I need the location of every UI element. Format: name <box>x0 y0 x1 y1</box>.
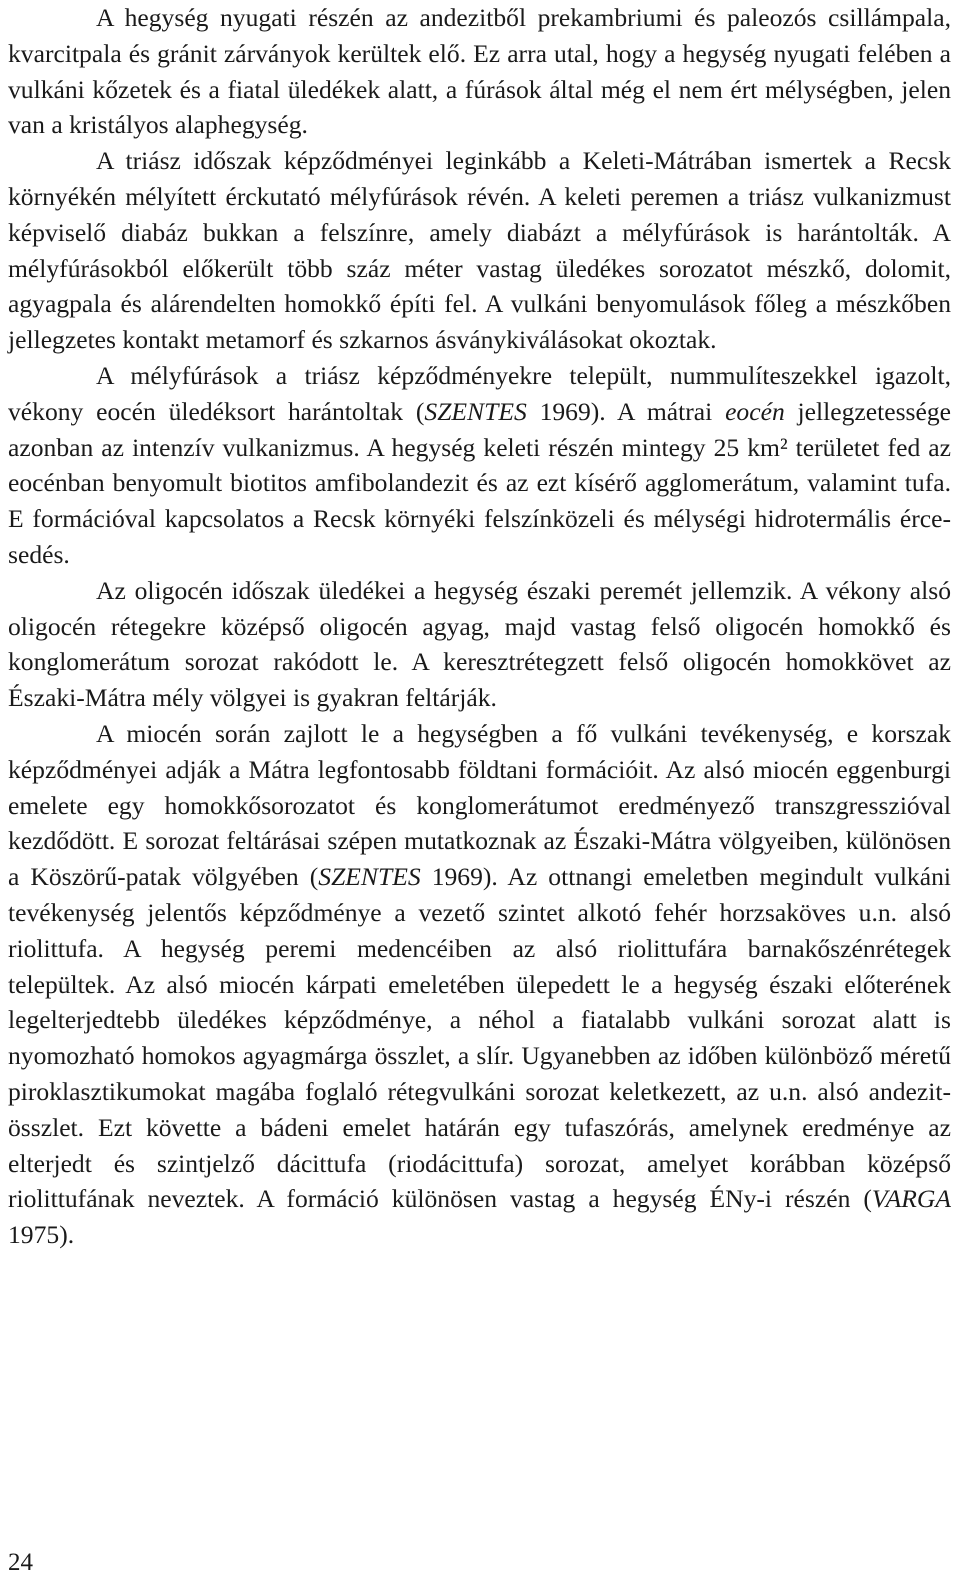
citation-author: SZENTES <box>318 862 421 892</box>
paragraph-oligocene <box>8 573 951 716</box>
paragraph-triassic <box>8 143 951 358</box>
text-run: A triász időszak képződményei leginkább a Keleti-Mátrában ismertek a Recsk környékén mélyített érckutató mélyfúrások révén. A keleti peremen a triász vulkanizmust képviselő diabáz bukkan a felszínre, amely diabázt a mélyfúrások is harántolták. A mélyfúrásokból előkerült több száz méter vastag üledékes sorozatot mészkő, dolomit, agyagpala és alárendelten homokkő építi fel. A vulkáni benyomulások főleg a mészkőben jellegzetes kontakt metamorf és szkarnos ásványkiválásokat okoztak. <box>8 146 951 355</box>
paragraph-bedrock <box>8 0 951 143</box>
citation-author: SZENTES <box>424 396 527 426</box>
text-run: 1975). <box>8 1220 75 1250</box>
paragraph-eocene <box>8 358 951 573</box>
text-run: jellegzetessége azonban az intenzív vulkanizmus. A hegység keleti részén mintegy 25 km² területet fed az eocénban benyomult biotitos amfibolandezit és az ezt kísérő agglomerátum, valamint tufa. E formációval kapcsolatos a Recsk környéki felszínközeli és mélységi hidrotermális ércesedés. <box>8 396 952 569</box>
paragraph-miocene <box>8 716 951 1253</box>
emphasis-term: eocén <box>725 396 785 426</box>
text-run: 1969). Az ottnangi emeletben megindult vulkáni tevékenység jelentős képződménye a vezető szintet alkotó fehér horzsaköves u.n. alsó riolittufa. A hegység peremi medencéiben az alsó riolittufára barnakőszénrétegek települtek. Az alsó miocén kárpati emeletében ülepedett le a hegység északi előterének legelterjedtebb üledékes képződménye, a néhol a fiatalabb vulkáni sorozat alatt is nyomozható homokos agyagmárga összlet, a slír. Ugyanebben az időben különböző méretű piroklasztikumokat magába foglaló rétegvulkáni sorozat keletkezett, az u.n. alsó andezit-összlet. Ezt követte a bádeni emelet határán egy tufaszórás, amelynek eredménye az elterjedt és szintjelző dácittufa (riodácittufa) sorozat, amelyet korábban középső riolittufának neveztek. A formáció különösen vastag a hegység ÉNy-i részén ( <box>8 862 952 1214</box>
citation-author: VARGA <box>871 1184 951 1214</box>
text-run: A miocén során zajlott le a hegységben a fő vulkáni tevékenység, e korszak képződményei adják a Mátra legfontosabb földtani formációit. Az alsó miocén eggenburgi emelete egy homokkősorozatot és konglomerátumot eredményező transzgresszióval kezdődött. E sorozat feltárásai szépen mutatkoznak az Északi-Mátra völgyeiben, különösen a Köszörű-patak völgyében ( <box>8 718 951 892</box>
text-run: Az oligocén időszak üledékei a hegység északi peremét jellemzik. A vékony alsó oligocén rétegekre középső oligocén agyag, majd vastag felső oligocén homokkő és konglomerátum sorozat rakódott le. A keresztrétegzett felső oligocén homokkövet az Északi-Mátra mély völgyei is gyakran feltárják. <box>8 575 951 713</box>
text-run: A hegység nyugati részén az andezitből prekambriumi és paleozós csillámpala, kvarcitpala és gránit zárványok kerültek elő. Ez arra utal, hogy a hegység nyugati felében a vulkáni kőzetek és a fiatal üledékek alatt, a fúrások által még el nem ért mélységben, jelen van a kristályos alaphegység. <box>8 3 951 140</box>
body-text <box>8 0 951 1253</box>
text-run: A mélyfúrások a triász képződményekre települt, nummulíteszekkel igazolt, vékony eocén üledéksort harántoltak ( <box>8 360 951 426</box>
text-run: 1969). A mátrai <box>526 396 726 426</box>
page-number: 24 <box>8 1549 33 1576</box>
